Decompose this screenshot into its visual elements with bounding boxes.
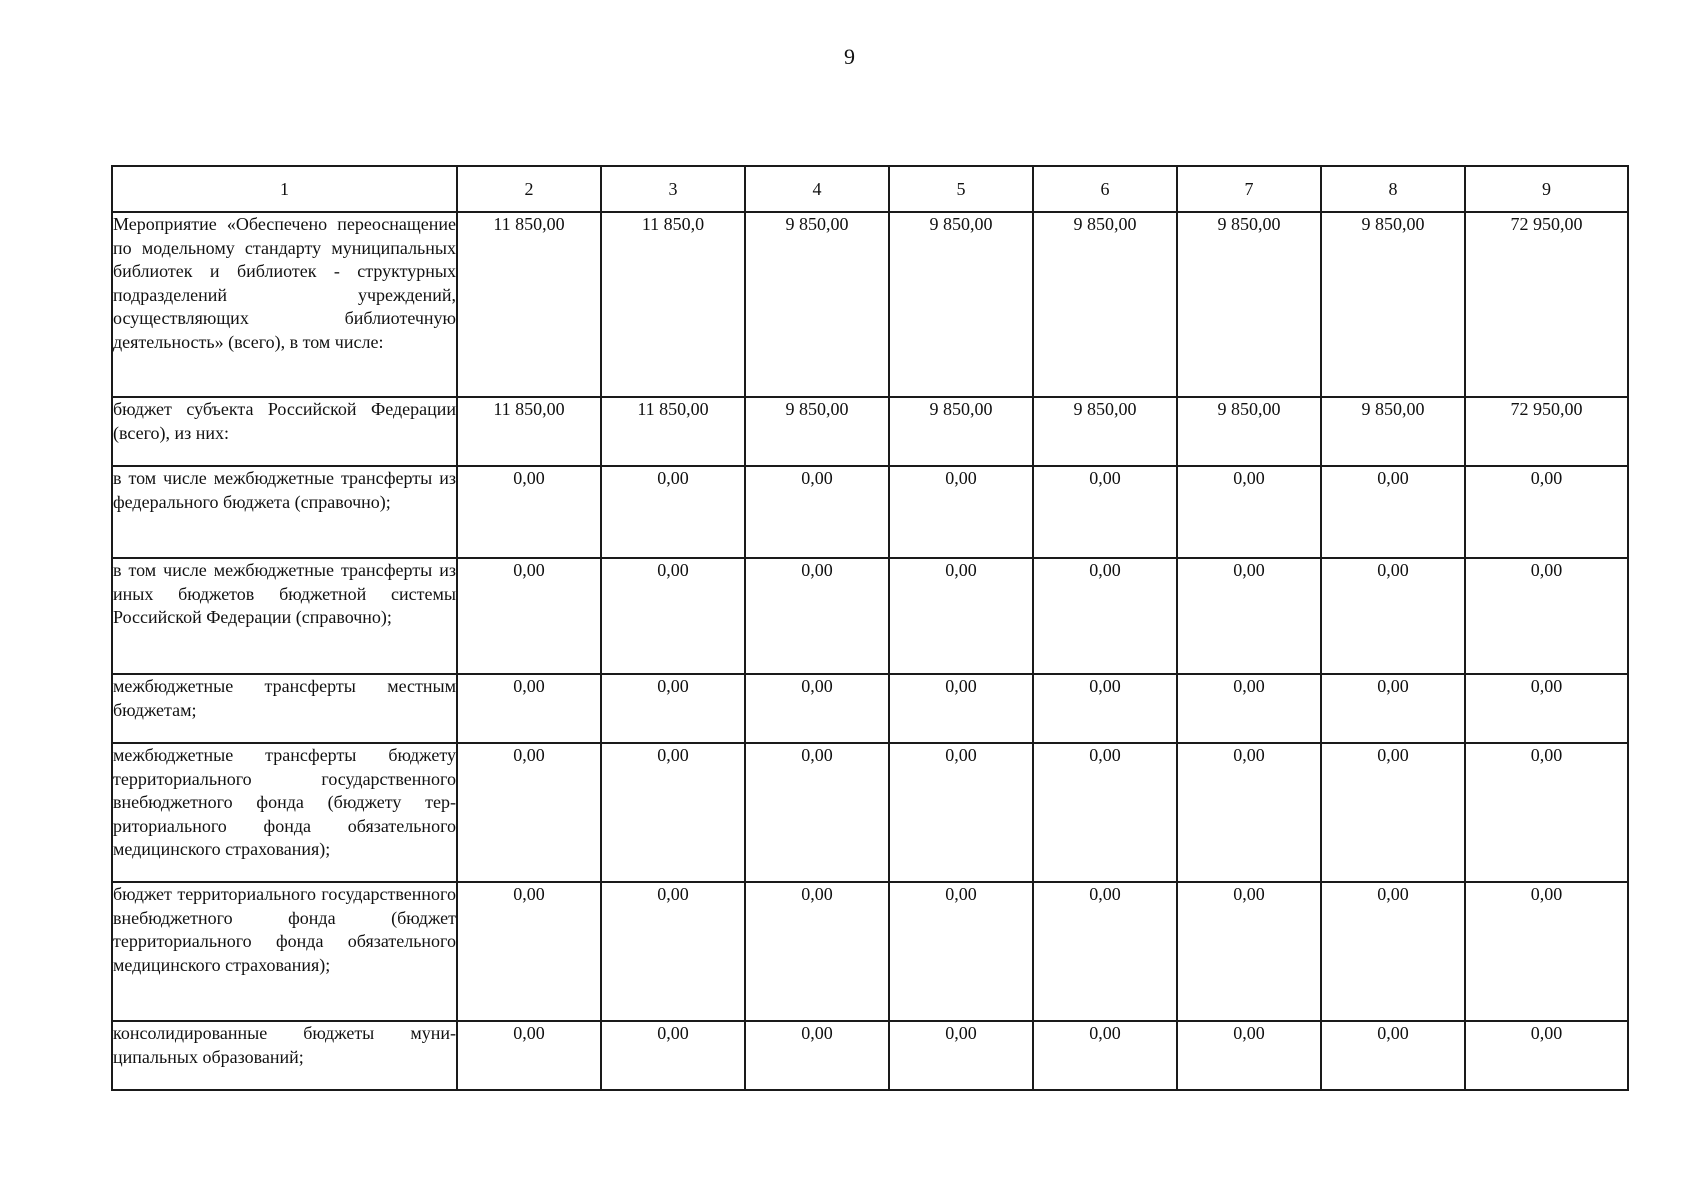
table-cell: 0,00 — [1465, 674, 1628, 743]
table-cell: 0,00 — [745, 882, 889, 1021]
table-cell: 0,00 — [457, 674, 601, 743]
table-cell: 9 850,00 — [1177, 397, 1321, 466]
column-header: 8 — [1321, 166, 1465, 212]
table-cell: 0,00 — [889, 558, 1033, 674]
table-row — [112, 212, 1628, 397]
column-header: 7 — [1177, 166, 1321, 212]
table-cell: 0,00 — [745, 674, 889, 743]
column-header: 9 — [1465, 166, 1628, 212]
table-cell: 0,00 — [1321, 558, 1465, 674]
table-cell: 0,00 — [601, 674, 745, 743]
table-cell: 0,00 — [1033, 1021, 1177, 1090]
table-cell: 0,00 — [1465, 466, 1628, 558]
table-cell: 0,00 — [1177, 743, 1321, 882]
table-cell: 0,00 — [457, 882, 601, 1021]
table-cell: 0,00 — [889, 882, 1033, 1021]
table-cell: 0,00 — [1321, 743, 1465, 882]
table-cell: 9 850,00 — [889, 397, 1033, 466]
table-cell: 0,00 — [889, 674, 1033, 743]
table-cell: 72 950,00 — [1465, 212, 1628, 397]
table-cell: 0,00 — [745, 466, 889, 558]
table-cell: 9 850,00 — [745, 397, 889, 466]
table-cell: 0,00 — [889, 743, 1033, 882]
table-cell: 0,00 — [601, 558, 745, 674]
table-cell: 0,00 — [745, 558, 889, 674]
row-label: консолидированные бюджеты муниципальных образований; — [112, 1021, 457, 1090]
table-cell: 9 850,00 — [745, 212, 889, 397]
table-cell: 72 950,00 — [1465, 397, 1628, 466]
table-row — [112, 397, 1628, 466]
table-cell: 0,00 — [1033, 743, 1177, 882]
table-cell: 9 850,00 — [889, 212, 1033, 397]
table-row — [112, 743, 1628, 882]
row-label: межбюджетные трансферты местным бюджетам; — [112, 674, 457, 743]
table-cell: 0,00 — [1465, 882, 1628, 1021]
table-cell: 0,00 — [1033, 674, 1177, 743]
table-cell: 0,00 — [1177, 466, 1321, 558]
table-row — [112, 674, 1628, 743]
table-cell: 0,00 — [601, 743, 745, 882]
table-cell: 9 850,00 — [1321, 397, 1465, 466]
column-header: 2 — [457, 166, 601, 212]
row-label: в том числе межбюджетные трансферты из иных бюджетов бюджетной системы Российской Федерации (справочно); — [112, 558, 457, 674]
table-row — [112, 1021, 1628, 1090]
header-row — [112, 166, 1628, 212]
table-cell: 0,00 — [1033, 882, 1177, 1021]
table-cell: 0,00 — [1321, 466, 1465, 558]
table-cell: 0,00 — [1177, 882, 1321, 1021]
table-cell: 0,00 — [1465, 558, 1628, 674]
row-label: бюджет субъекта Российской Федерации (всего), из них: — [112, 397, 457, 466]
column-header: 3 — [601, 166, 745, 212]
table-cell: 0,00 — [601, 1021, 745, 1090]
table-cell: 0,00 — [457, 743, 601, 882]
table-cell: 0,00 — [601, 882, 745, 1021]
table-cell: 0,00 — [745, 1021, 889, 1090]
table-row — [112, 882, 1628, 1021]
table-cell: 9 850,00 — [1321, 212, 1465, 397]
table-cell: 0,00 — [1465, 1021, 1628, 1090]
table-cell: 0,00 — [1465, 743, 1628, 882]
table-row — [112, 558, 1628, 674]
table-cell: 0,00 — [1177, 1021, 1321, 1090]
table-cell: 0,00 — [457, 466, 601, 558]
table-cell: 0,00 — [889, 1021, 1033, 1090]
table-cell: 0,00 — [601, 466, 745, 558]
table-cell: 0,00 — [1321, 882, 1465, 1021]
table-cell: 11 850,00 — [457, 397, 601, 466]
row-label: межбюджетные трансферты бюджету территориального государственного внебюджетного фонда (бюджету территориального фонда обязательного медицинского страхования); — [112, 743, 457, 882]
table-cell: 9 850,00 — [1177, 212, 1321, 397]
table-cell: 11 850,00 — [457, 212, 601, 397]
row-label: Мероприятие «Обеспечено переоснащение по модельному стандарту муниципальных библиотек и библиотек - структурных подразделений учреждений, осуществляющих библиотечную деятельность» (всего), в том числе: — [112, 212, 457, 397]
table-cell: 0,00 — [1177, 674, 1321, 743]
column-header: 1 — [112, 166, 457, 212]
table-cell: 11 850,00 — [601, 397, 745, 466]
row-label: в том числе межбюджетные трансферты из федерального бюджета (справочно); — [112, 466, 457, 558]
column-header: 4 — [745, 166, 889, 212]
table-cell: 0,00 — [1321, 1021, 1465, 1090]
table-cell: 0,00 — [1033, 466, 1177, 558]
table-cell: 11 850,0 — [601, 212, 745, 397]
column-header: 6 — [1033, 166, 1177, 212]
budget-table — [111, 165, 1629, 1091]
table-cell: 9 850,00 — [1033, 397, 1177, 466]
table-cell: 9 850,00 — [1033, 212, 1177, 397]
table-cell: 0,00 — [1177, 558, 1321, 674]
table-cell: 0,00 — [745, 743, 889, 882]
table-cell: 0,00 — [457, 1021, 601, 1090]
table-row — [112, 466, 1628, 558]
table-cell: 0,00 — [1321, 674, 1465, 743]
table-cell: 0,00 — [889, 466, 1033, 558]
row-label: бюджет территориального государственного внебюджетного фонда (бюджет территориального фонда обязательного медицинского страхования); — [112, 882, 457, 1021]
table-cell: 0,00 — [1033, 558, 1177, 674]
column-header: 5 — [889, 166, 1033, 212]
table-cell: 0,00 — [457, 558, 601, 674]
page-number: 9 — [844, 44, 855, 69]
